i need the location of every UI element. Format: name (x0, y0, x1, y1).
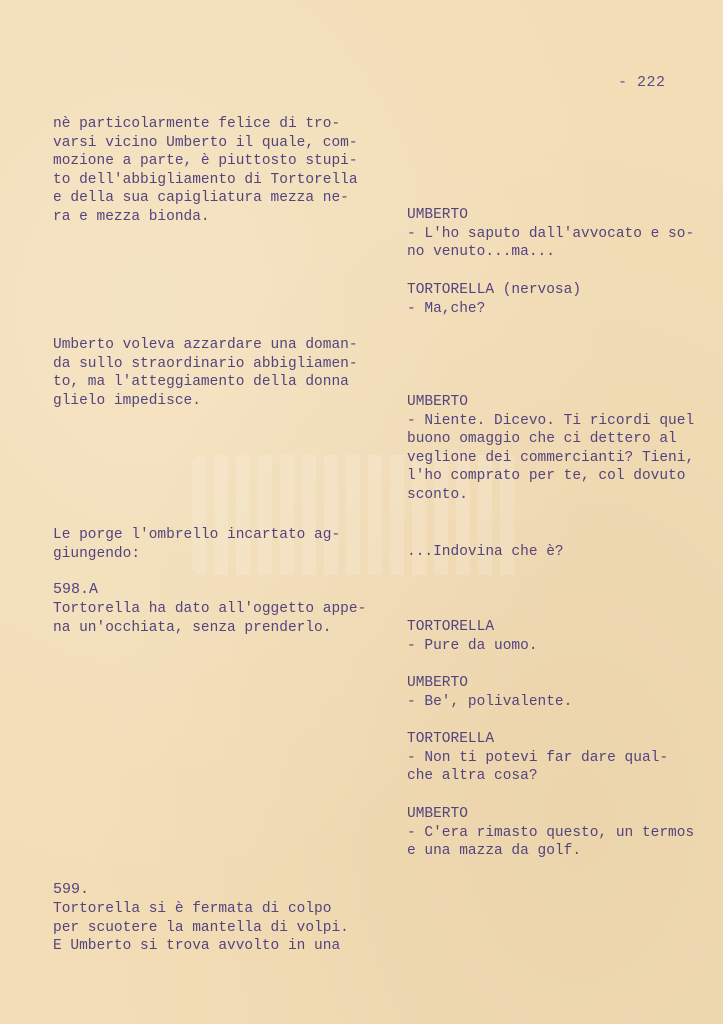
speaker-name: UMBERTO (407, 675, 468, 691)
speaker-name: TORTORELLA (407, 731, 495, 747)
text-line: per scuotere la mantella di volpi. (53, 919, 349, 936)
dialogue-line: che altra cosa? (407, 768, 538, 785)
dialogue-block (407, 206, 694, 262)
dialogue-line: - Be', polivalente. (407, 693, 573, 710)
scene-599 (53, 880, 349, 956)
text-line: Tortorella si è fermata di colpo (53, 901, 332, 917)
text-line: mozione a parte, è piuttosto stupi- (53, 153, 358, 170)
dialogue-line: veglione dei commercianti? Tieni, (407, 449, 695, 466)
text-line: E Umberto si trova avvolto in una (53, 938, 341, 955)
text-line: to, ma l'atteggiamento della donna (53, 374, 349, 391)
scene-number: 599. (53, 881, 90, 898)
scene-598 (53, 580, 366, 637)
speaker-name: UMBERTO (407, 806, 468, 822)
speaker-name: UMBERTO (407, 207, 468, 223)
dialogue-line: - L'ho saputo dall'avvocato e so- (407, 225, 695, 242)
text-line: da sullo straordinario abbigliamen- (53, 355, 358, 372)
dialogue-line: l'ho comprato per te, col dovuto (407, 468, 686, 485)
text-line: glielo impedisce. (53, 392, 201, 409)
scene-number: 598.A (53, 581, 99, 598)
text-line: giungendo: (53, 545, 141, 562)
text-line: Le porge l'ombrello incartato ag- (53, 527, 341, 543)
speaker-name: TORTORELLA (407, 619, 495, 635)
dialogue-block (407, 730, 668, 786)
dialogue-block (407, 393, 694, 505)
dialogue-line: - C'era rimasto questo, un termos (407, 824, 695, 841)
speaker-name: UMBERTO (407, 394, 468, 410)
dialogue-block (407, 674, 572, 711)
text-line: Tortorella ha dato all'oggetto appe- (53, 601, 367, 617)
dialogue-line: buono omaggio che ci dettero al (407, 431, 677, 448)
text-line: e della sua capigliatura mezza ne- (53, 190, 349, 207)
description-ombrello (53, 526, 340, 563)
dialogue-line: - Pure da uomo. (407, 637, 538, 654)
text-line: Umberto voleva azzardare una doman- (53, 337, 358, 353)
text-line: varsi vicino Umberto il quale, com- (53, 134, 358, 151)
dialogue-line: - Ma,che? (407, 300, 486, 317)
dialogue-block (407, 618, 538, 655)
description-domanda (53, 336, 358, 410)
dialogue-block (407, 543, 564, 562)
text-line: to dell'abbigliamento di Tortorella (53, 171, 358, 188)
page-number: - 222 (618, 74, 666, 91)
text-line: na un'occhiata, senza prenderlo. (53, 619, 332, 636)
speaker-name: TORTORELLA (nervosa) (407, 282, 582, 298)
dialogue-block (407, 281, 581, 318)
dialogue-block (407, 805, 694, 861)
text-line: ra e mezza bionda. (53, 208, 210, 225)
dialogue-line: - Niente. Dicevo. Ti ricordi quel (407, 412, 695, 429)
dialogue-line: - Non ti potevi far dare qual- (407, 749, 669, 766)
dialogue-line: no venuto...ma... (407, 244, 555, 261)
dialogue-line: e una mazza da golf. (407, 843, 582, 860)
dialogue-line: sconto. (407, 486, 468, 503)
text-line: nè particolarmente felice di tro- (53, 116, 341, 132)
description-intro (53, 115, 358, 227)
dialogue-line: ...Indovina che è? (407, 544, 564, 560)
